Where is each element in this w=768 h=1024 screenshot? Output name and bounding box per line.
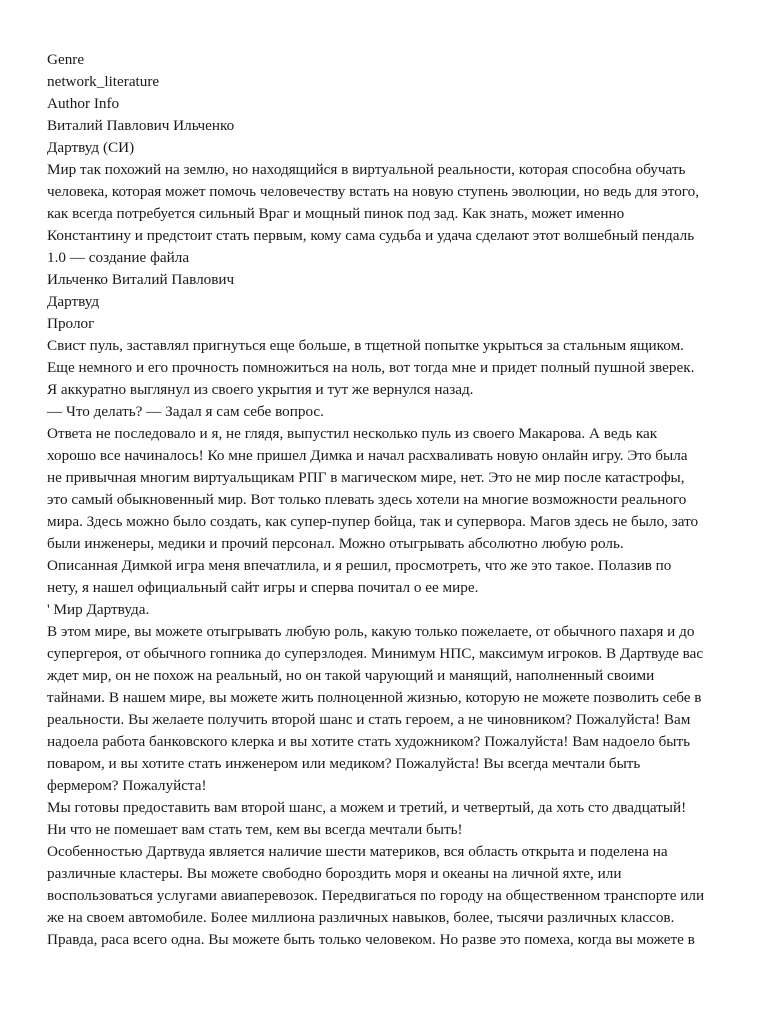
body-text-line: же на своем автомобиле. Более миллиона различных навыков, более, тысячи различных классов. [47, 909, 675, 926]
body-text-line: реальности. Вы желаете получить второй шанс и стать героем, а не чиновником? Пожалуйста! Вам [47, 711, 691, 728]
body-text-line: нету, я нашел официальный сайт игры и сперва почитал о ее мире. [47, 579, 479, 596]
body-text-line: Я аккуратно выглянул из своего укрытия и тут же вернулся назад. [47, 381, 474, 398]
body-text-line: супергероя, от обычного гопника до суперзлодея. Минимум НПС, максимум игроков. В Дартвуде вас [47, 645, 704, 662]
body-text-line: надоела работа банковского клерка и вы хотите стать художником? Пожалуйста! Вам надоело быть [47, 733, 691, 750]
body-text-line: Правда, раса всего одна. Вы можете быть только человеком. Но разве это помеха, когда вы можете в [47, 931, 695, 948]
annotation-line: Мир так похожий на землю, но находящийся в виртуальной реальности, которая способна обучать [47, 161, 686, 178]
body-text-line: Особенностью Дартвуда является наличие шести материков, вся область открыта и поделена на [47, 843, 668, 860]
body-text-line: не привычная многим виртуальщикам РПГ в магическом мире, нет. Это не мир после катастрофы, [47, 469, 685, 486]
body-text-line: тайнами. В нашем мире, вы можете жить полноценной жизнью, которую не можете позволить себе в [47, 689, 702, 706]
annotation-line: как всегда потребуется сильный Враг и мощный пинок под зад. Как знать, может именно [47, 205, 625, 222]
book-title: Дартвуд (СИ) [47, 139, 135, 156]
author-info-heading: Author Info [47, 95, 120, 112]
body-text-line: Свист пуль, заставлял пригнуться еще больше, в тщетной попытке укрыться за стальным ящиком. [47, 337, 684, 354]
body-text-line: В этом мире, вы можете отыгрывать любую роль, какую только пожелаете, от обычного пахаря и до [47, 623, 695, 640]
body-text-line: это самый обыкновенный мир. Вот только плевать здесь хотели на многие возможности реального [47, 491, 687, 508]
body-text-line: мира. Здесь можно было создать, как супер-пупер бойца, так и суперворa. Магов здесь не было, зато [47, 513, 699, 530]
body-text-line: — Что делать? — Задал я сам себе вопрос. [47, 403, 324, 420]
body-text-line: были инженеры, медики и прочий персонал. Можно отыгрывать абсолютно любую роль. [47, 535, 624, 552]
body-text-line: фермером? Пожалуйста! [47, 777, 207, 794]
file-version: 1.0 — создание файла [47, 249, 190, 266]
body-text-line: Ответа не последовало и я, не глядя, выпустил несколько пуль из своего Макарова. А ведь как [47, 425, 658, 442]
book-title-repeat: Дартвуд [47, 293, 100, 310]
author-name: Виталий Павлович Ильченко [47, 117, 235, 134]
body-text-line: поваром, и вы хотите стать инженером или медиком? Пожалуйста! Вы всегда мечтали быть [47, 755, 641, 772]
body-text-line: хорошо все начиналось! Ко мне пришел Димка и начал расхваливать новую онлайн игру. Это была [47, 447, 688, 464]
author-name-full: Ильченко Виталий Павлович [47, 271, 235, 288]
body-text-line: Мы готовы предоставить вам второй шанс, а можем и третий, и четвертый, да хоть сто двадцатый! [47, 799, 687, 816]
body-text-line: ждет мир, он не похож на реальный, но он такой чарующий и манящий, наполненный своими [47, 667, 655, 684]
genre-value: network_literature [47, 73, 160, 90]
chapter-title: Пролог [47, 315, 95, 332]
annotation-line: человека, которая может помочь человечеству встать на новую ступень эволюции, но ведь для этого, [47, 183, 700, 200]
body-text-line: Описанная Димкой игра меня впечатлила, и я решил, просмотреть, что же это такое. Полазив по [47, 557, 672, 574]
annotation-line: Константину и предстоит стать первым, кому сама судьба и удача сделают этот волшебный пендаль [47, 227, 695, 244]
genre-heading: Genre [47, 51, 85, 68]
body-text-line: воспользоваться услугами авиаперевозок. Передвигаться по городу на общественном транспорте или [47, 887, 705, 904]
body-text-line: ' Мир Дартвуда. [47, 601, 150, 618]
body-text-line: различные кластеры. Вы можете свободно бороздить моря и океаны на личной яхте, или [47, 865, 622, 882]
body-text-line: Ни что не помешает вам стать тем, кем вы всегда мечтали быть! [47, 821, 463, 838]
body-text-line: Еще немного и его прочность помножиться на ноль, вот тогда мне и придет полный пушной зверек. [47, 359, 695, 376]
